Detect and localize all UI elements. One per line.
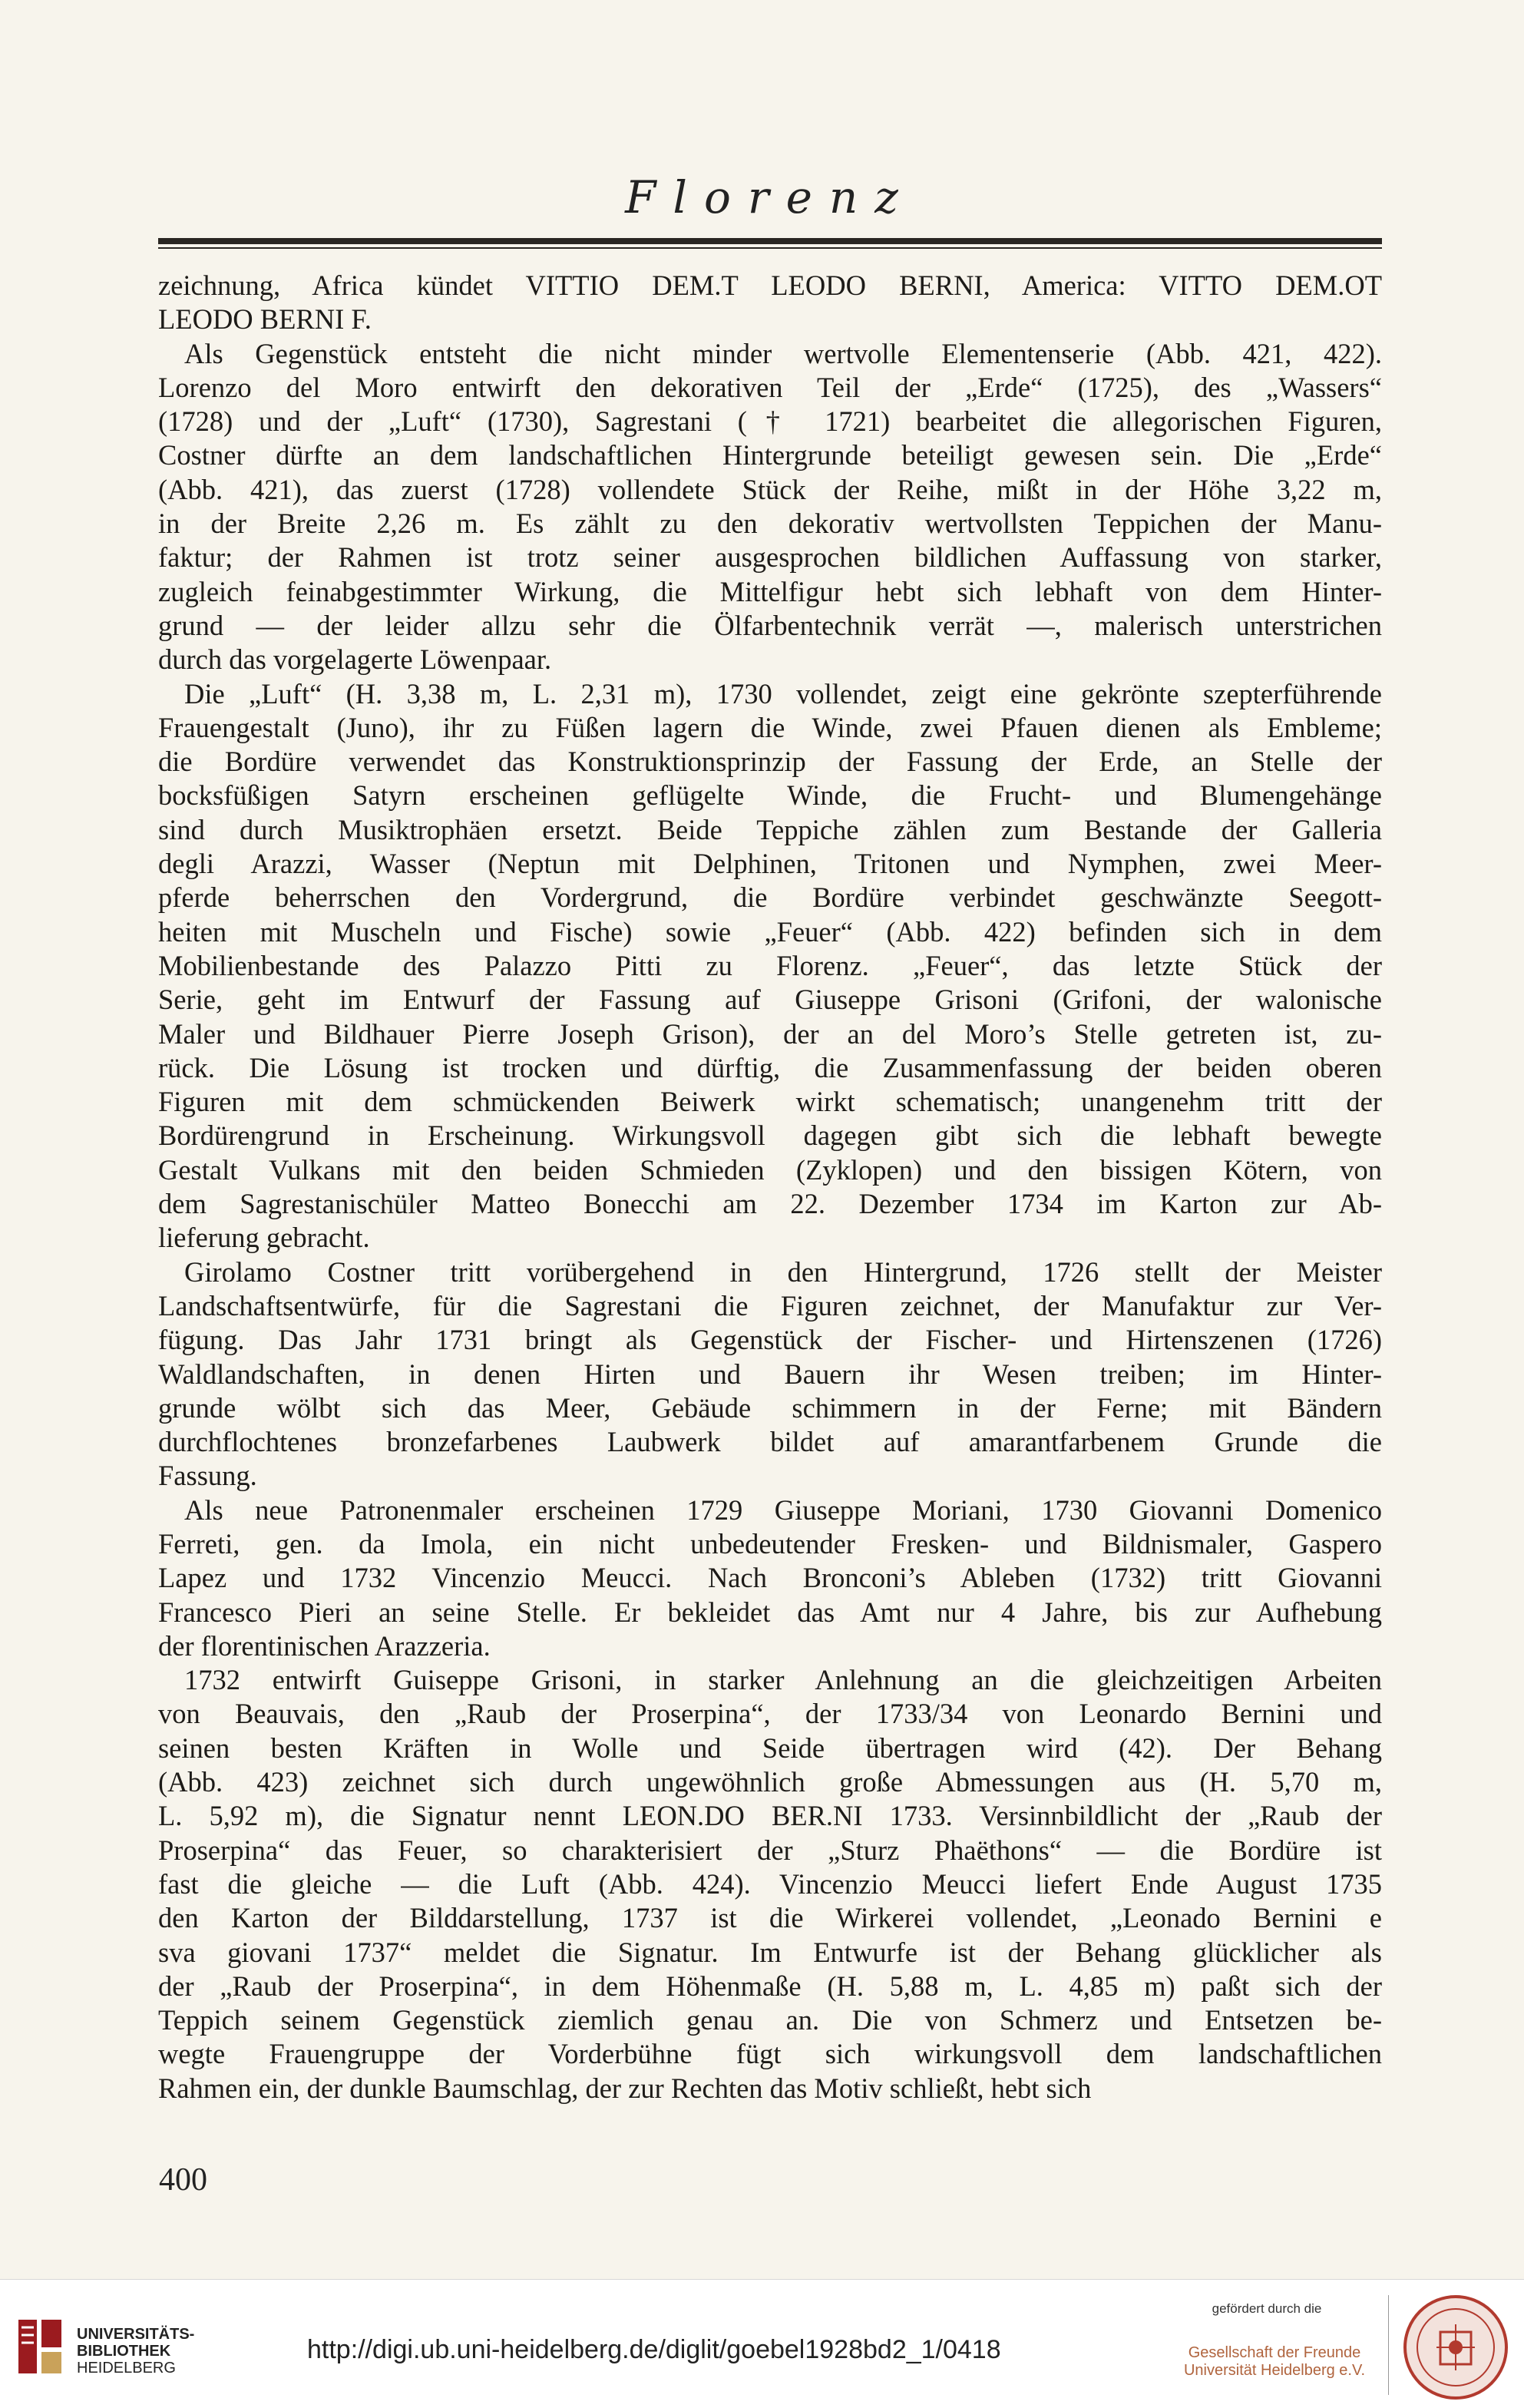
society-name	[1167, 2344, 1382, 2380]
header-rule-thin	[158, 247, 1382, 249]
university-seal-icon	[1402, 2294, 1509, 2401]
body-line: seinen besten Kräften in Wolle und Seide übertragen wird (42). Der Behang	[158, 1732, 1382, 1764]
body-line: Waldlandschaften, in denen Hirten und Bauern ihr Wesen treiben; im Hinter-	[158, 1358, 1382, 1390]
body-line: Ferreti, gen. da Imola, ein nicht unbedeutender Fresken- und Bildnismaler, Gaspero	[158, 1527, 1382, 1560]
body-text	[158, 269, 1382, 2105]
body-line: L. 5,92 m), die Signatur nennt LEON.DO BER.NI 1733. Versinnbildlicht der „Raub der	[158, 1800, 1382, 1832]
body-line: Maler und Bildhauer Pierre Joseph Grison), der an del Moro’s Stelle getreten ist, zu-	[158, 1017, 1382, 1050]
page-title: Florenz	[625, 171, 915, 223]
body-line: durch das vorgelagerte Löwenpaar.	[158, 643, 552, 676]
body-line: Fassung.	[158, 1460, 257, 1492]
body-line: pferde beherrschen den Vordergrund, die Bordüre verbindet geschwänzte Seegott-	[158, 882, 1382, 914]
body-line: Lapez und 1732 Vincenzio Meucci. Nach Bronconi’s Ableben (1732) tritt Giovanni	[158, 1562, 1382, 1594]
footer	[0, 2279, 1524, 2408]
library-name-line3: HEIDELBERG	[77, 2360, 176, 2377]
body-line: heiten mit Muscheln und Fische) sowie „Feuer“ (Abb. 422) befinden sich in dem	[158, 915, 1382, 948]
body-line: faktur; der Rahmen ist trotz seiner ausgesprochen bildlichen Auffassung von starker,	[158, 541, 1382, 574]
body-line: Als Gegenstück entsteht die nicht minder wertvolle Elementenserie (Abb. 421, 422).	[184, 337, 1382, 369]
body-line: grund — der leider allzu sehr die Ölfarbentechnik verrät —, malerisch unterstrichen	[158, 609, 1382, 641]
body-line: Francesco Pieri an seine Stelle. Er bekleidet das Amt nur 4 Jahre, bis zur Aufhebung	[158, 1596, 1382, 1628]
body-line: den Karton der Bilddarstellung, 1737 ist die Wirkerei vollendet, „Leonado Bernini e	[158, 1902, 1382, 1934]
body-line: Bordürengrund in Erscheinung. Wirkungsvoll dagegen gibt sich die lebhaft bewegte	[158, 1120, 1382, 1152]
body-line: bocksfüßigen Satyrn erscheinen geflügelte Winde, die Frucht- und Blumengehänge	[158, 779, 1382, 812]
society-name-line1: Gesellschaft der Freunde	[1188, 2344, 1361, 2361]
body-line: 1732 entwirft Guiseppe Grisoni, in starker Anlehnung an die gleichzeitigen Arbeiten	[184, 1664, 1382, 1696]
body-line: wegte Frauengruppe der Vorderbühne fügt sich wirkungsvoll dem landschaftlichen	[158, 2038, 1382, 2070]
body-line: von Beauvais, den „Raub der Proserpina“, der 1733/34 von Leonardo Bernini und	[158, 1698, 1382, 1730]
body-line: in der Breite 2,26 m. Es zählt zu den dekorativ wertvollsten Teppichen der Manu-	[158, 508, 1382, 540]
body-line: Proserpina“ das Feuer, so charakterisiert der „Sturz Phaëthons“ — die Bordüre ist	[158, 1834, 1382, 1866]
body-line: der florentinischen Arazzeria.	[158, 1629, 491, 1662]
library-name-line1: UNIVERSITÄTS-	[77, 2326, 195, 2343]
body-line: (Abb. 423) zeichnet sich durch ungewöhnlich große Abmessungen aus (H. 5,70 m,	[158, 1766, 1382, 1798]
body-line: (1728) und der „Luft“ (1730), Sagrestani († 1721) bearbeitet die allegorischen Figuren,	[158, 405, 1382, 438]
body-line: Gestalt Vulkans mit den beiden Schmieden (Zyklopen) und den bissigen Kötern, von	[158, 1153, 1382, 1186]
library-name	[77, 2326, 194, 2377]
body-line: grunde wölbt sich das Meer, Gebäude schimmern in der Ferne; mit Bändern	[158, 1391, 1382, 1424]
body-line: LEODO BERNI F.	[158, 303, 372, 336]
body-line: Figuren mit dem schmückenden Beiwerk wirkt schematisch; unangenehm tritt der	[158, 1086, 1382, 1118]
body-line: zeichnung, Africa kündet VITTIO DEM.T LEODO BERNI, America: VITTO DEM.OT	[158, 270, 1382, 301]
body-line: Landschaftsentwürfe, für die Sagrestani die Figuren zeichnet, der Manufaktur zur Ver-	[158, 1289, 1382, 1321]
footer-divider	[1388, 2295, 1389, 2395]
library-name-line2: BIBLIOTHEK	[77, 2343, 171, 2360]
body-line: Teppich seinem Gegenstück ziemlich genau an. Die von Schmerz und Entsetzen be-	[158, 2004, 1382, 2036]
body-line: lieferung gebracht.	[158, 1222, 370, 1254]
body-line: degli Arazzi, Wasser (Neptun mit Delphinen, Tritonen und Nymphen, zwei Meer-	[158, 848, 1382, 880]
body-line: zugleich feinabgestimmter Wirkung, die Mittelfigur hebt sich lebhaft von dem Hinter-	[158, 575, 1382, 607]
body-line: rück. Die Lösung ist trocken und dürftig, die Zusammenfassung der beiden oberen	[158, 1051, 1382, 1083]
body-line: dem Sagrestanischüler Matteo Bonecchi am 22. Dezember 1734 im Karton zur Ab-	[158, 1188, 1382, 1220]
body-line: durchflochtenes bronzefarbenes Laubwerk bildet auf amarantfarbenem Grunde die	[158, 1426, 1382, 1458]
body-line: Lorenzo del Moro entwirft den dekorativen Teil der „Erde“ (1725), des „Wassers“	[158, 371, 1382, 403]
body-line: Mobilienbestande des Palazzo Pitti zu Florenz. „Feuer“, das letzte Stück der	[158, 949, 1382, 981]
source-url-link[interactable]: http://digi.ub.uni-heidelberg.de/diglit/goebel1928bd2_1/0418	[307, 2335, 1001, 2364]
body-line: Frauengestalt (Juno), ihr zu Füßen lagern die Winde, zwei Pfauen dienen als Embleme;	[158, 711, 1382, 743]
body-line: sind durch Musiktrophäen ersetzt. Beide Teppiche zählen zum Bestande der Galleria	[158, 813, 1382, 845]
body-line: der „Raub der Proserpina“, in dem Höhenmaße (H. 5,88 m, L. 4,85 m) paßt sich der	[158, 1970, 1382, 2002]
body-line: Rahmen ein, der dunkle Baumschlag, der zur Rechten das Motiv schließt, hebt sich	[158, 2072, 1092, 2104]
header-rule-thick	[158, 238, 1382, 244]
page-number: 400	[159, 2162, 207, 2198]
body-line: Serie, geht im Entwurf der Fassung auf Giuseppe Grisoni (Grifoni, der walonische	[158, 984, 1382, 1016]
body-line: sva giovani 1737“ meldet die Signatur. Im Entwurfe ist der Behang glücklicher als	[158, 1936, 1382, 1968]
body-line: Costner dürfte an dem landschaftlichen Hintergrunde beteiligt gewesen sein. Die „Erde“	[158, 439, 1382, 471]
funded-by-label: gefördert durch die	[1212, 2301, 1322, 2316]
body-line: fast die gleiche — die Luft (Abb. 424). Vincenzio Meucci liefert Ende August 1735	[158, 1867, 1382, 1900]
body-line: Als neue Patronenmaler erscheinen 1729 Giuseppe Moriani, 1730 Giovanni Domenico	[184, 1493, 1382, 1526]
body-line: fügung. Das Jahr 1731 bringt als Gegenstück der Fischer- und Hirtenszenen (1726)	[158, 1324, 1382, 1356]
society-name-line2: Universität Heidelberg e.V.	[1183, 2362, 1366, 2379]
body-line: die Bordüre verwendet das Konstruktionsprinzip der Fassung der Erde, an Stelle der	[158, 746, 1382, 778]
body-line: (Abb. 421), das zuerst (1728) vollendete Stück der Reihe, mißt in der Höhe 3,22 m,	[158, 473, 1382, 505]
body-line: Girolamo Costner tritt vorübergehend in den Hintergrund, 1726 stellt der Meister	[184, 1255, 1382, 1288]
library-logo-icon	[14, 2312, 66, 2381]
body-line: Die „Luft“ (H. 3,38 m, L. 2,31 m), 1730 vollendet, zeigt eine gekrönte szepterführende	[184, 677, 1382, 710]
